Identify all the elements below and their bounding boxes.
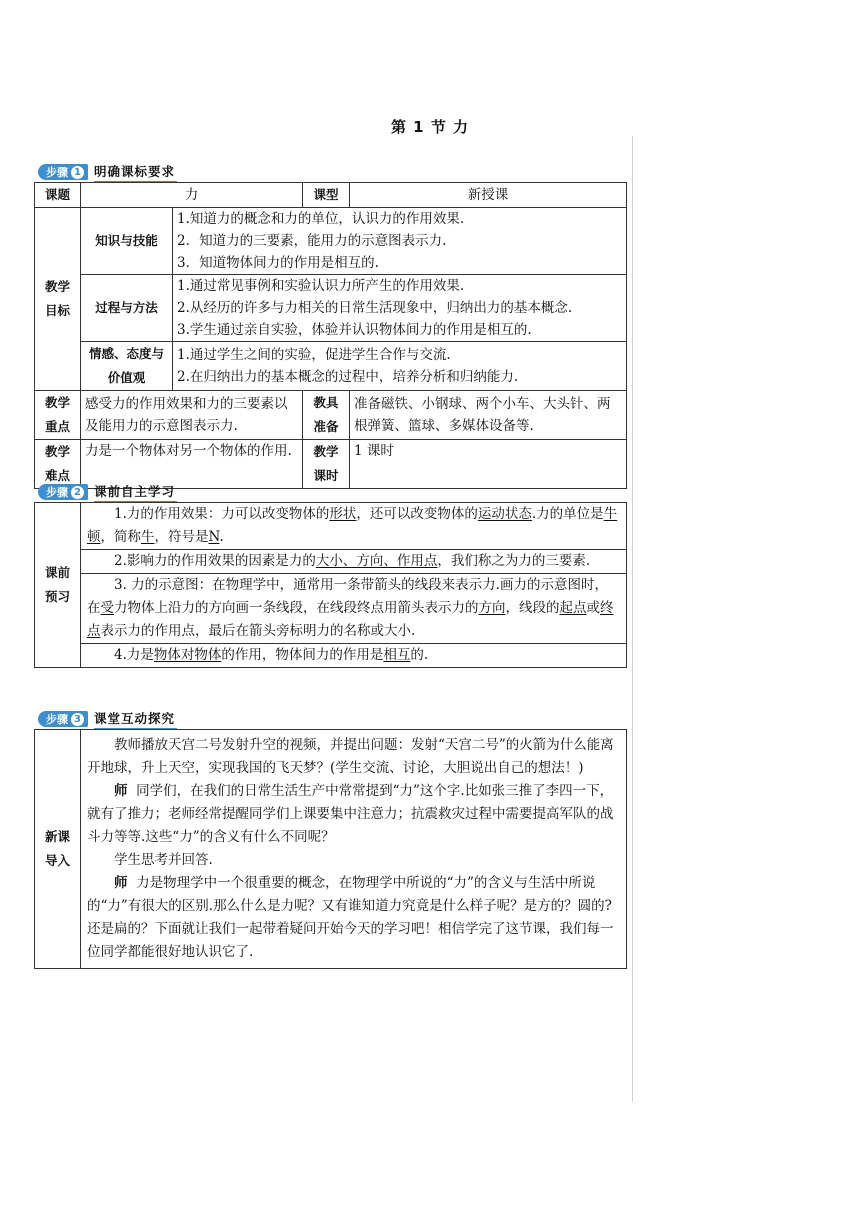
goal-line: 2.从经历的许多与力相关的日常生活现象中，归纳出力的基本概念. (177, 300, 573, 316)
intro-paragraph: 学生思考并回答. (114, 852, 213, 868)
intro-paragraph (87, 872, 620, 964)
goal-line: 1.知道力的概念和力的单位，认识力的作用效果. (177, 211, 465, 227)
goal-group-content (173, 342, 627, 391)
step-badge-label: 步骤 (46, 713, 68, 726)
text-span: ，我们称之为力的三要素. (437, 553, 591, 569)
answer-blank: 形状 (329, 506, 357, 522)
preview-item-3 (81, 574, 627, 644)
preview-item-2 (81, 550, 627, 574)
step-badge (38, 711, 88, 727)
text-span: ，线段的 (505, 600, 560, 616)
text-span: . (219, 529, 224, 545)
goal-group-label: 情感、态度与价值观 (81, 342, 173, 391)
goal-line: 1.通过学生之间的实验，促进学生合作与交流. (177, 347, 451, 363)
step-number: 3 (71, 713, 84, 726)
header-topic-label: 课题 (35, 183, 81, 208)
key-points-label: 教学重点 (35, 391, 81, 440)
answer-blank: 终点 (87, 600, 614, 639)
period-label: 教学课时 (303, 440, 350, 489)
goal-line: 1.通过常见事例和实验认识力所产生的作用效果. (177, 278, 465, 294)
text-span: 的. (410, 647, 429, 663)
step-badge-label: 步骤 (46, 486, 68, 499)
goal-line: 2.在归纳出力的基本概念的过程中，培养分析和归纳能力. (177, 369, 519, 385)
answer-blank: 物体对物体 (153, 647, 222, 663)
answer-blank: 受 (100, 600, 114, 616)
text-span: 1.力的作用效果：力可以改变物体的 (114, 506, 330, 522)
difficulty-label: 教学难点 (35, 440, 81, 489)
tools-text: 准备磁铁、小钢球、两个小车、大头针、两根弹簧、篮球、多媒体设备等. (350, 391, 627, 440)
text-span: 表示力的作用点，最后在箭头旁标明力的名称或大小. (100, 623, 416, 639)
period-text: 1 课时 (350, 440, 627, 489)
text-span: ，符号是 (154, 529, 209, 545)
header-topic-value: 力 (81, 183, 303, 208)
step-number: 2 (71, 486, 84, 499)
goal-line: 3.学生通过亲自实验，体验并认识物体间力的作用是相互的. (177, 322, 532, 338)
answer-blank: 起点 (559, 600, 587, 616)
text-span: 的作用，物体间力的作用是 (221, 647, 384, 663)
tools-label: 教具准备 (303, 391, 350, 440)
goal-group-content (173, 275, 627, 342)
preview-table (34, 502, 627, 668)
key-points-text: 感受力的作用效果和力的三要素以及能用力的示意图表示力. (81, 391, 303, 440)
step-badge-label: 步骤 (46, 166, 68, 179)
goal-group-content (173, 208, 627, 275)
goal-line: 2．知道力的三要素，能用力的示意图表示力. (177, 233, 447, 249)
header-type-value: 新授课 (350, 183, 627, 208)
header-type-label: 课型 (303, 183, 350, 208)
teacher-role: 师 (114, 875, 128, 891)
text-span: ，还可以改变物体的 (356, 506, 478, 522)
step-title: 课前自主学习 (94, 482, 177, 503)
text-span: 力是物理学中一个很重要的概念，在物理学中所说的“力”的含义与生活中所说的“力”有很大的区别.那么什么是力呢？又有谁知道力究竟是什么样子呢？是方的？圆的?还是扁的？下面就让我们一起带着疑问开始今天的学习吧！相信学完了这节课，我们每一位同学都能很好地认识它了. (87, 875, 614, 960)
step-2-heading (38, 483, 177, 501)
preview-item-4 (81, 644, 627, 668)
text-span: ，简称 (100, 529, 141, 545)
step-title: 课堂互动探究 (94, 709, 177, 730)
answer-blank: 大小、方向、作用点 (315, 553, 438, 569)
text-span: 2.影响力的作用效果的因素是力的 (114, 553, 316, 569)
goals-label: 教学目标 (35, 208, 81, 391)
answer-blank: 方向 (478, 600, 506, 616)
teacher-role: 师 (114, 783, 128, 799)
answer-blank: 运动状态 (477, 506, 532, 522)
preview-label: 课前预习 (35, 503, 81, 668)
preview-item-1 (81, 503, 627, 550)
text-span: 力物体上沿力的方向画一条线段，在线段终点用箭头表示力的 (114, 600, 479, 616)
answer-blank: 牛顿 (87, 506, 618, 545)
lesson-intro-content (81, 730, 627, 969)
goal-line: 3．知道物体间力的作用是相互的. (177, 255, 379, 271)
text-span: 或 (586, 600, 600, 616)
difficulty-text: 力是一个物体对另一个物体的作用. (81, 440, 303, 489)
text-span: 4.力是 (114, 647, 154, 663)
goal-group-label: 知识与技能 (81, 208, 173, 275)
step-1-heading (38, 163, 177, 181)
intro-paragraph: 教师播放天宫二号发射升空的视频，并提出问题：发射“天宫二号”的火箭为什么能离开地球，升上天空，实现我国的飞天梦？(学生交流、讨论，大胆说出自己的想法！) (87, 737, 614, 776)
page-margin-line (632, 136, 633, 1102)
step-3-heading (38, 710, 177, 728)
lesson-intro-label: 新课导入 (35, 730, 81, 969)
lesson-intro-table (34, 729, 627, 969)
step-title: 明确课标要求 (94, 162, 177, 183)
step-badge (38, 484, 88, 500)
text-span: .力的单位是 (531, 506, 604, 522)
step-number: 1 (71, 166, 84, 179)
text-span: 3. 力的示意图：在物理学中，通常用一条带箭头的线段来表示力.画力的示意图时，在 (87, 577, 608, 616)
goal-group-label: 过程与方法 (81, 275, 173, 342)
answer-blank: 牛 (141, 529, 155, 545)
intro-paragraph (87, 780, 620, 849)
page-title: 第 1 节 力 (390, 118, 470, 136)
text-span: 同学们，在我们的日常生活生产中常常提到“力”这个字.比如张三推了李四一下，就有了推力；老师经常提醒同学们上课要集中注意力；抗震救灾过程中需要提高军队的战斗力等等.这些“力”的含义有什么不同呢？ (87, 783, 614, 845)
answer-blank: 相互 (383, 647, 411, 663)
answer-blank: N (208, 529, 220, 545)
course-requirements-table (34, 182, 627, 489)
step-badge (38, 164, 88, 180)
